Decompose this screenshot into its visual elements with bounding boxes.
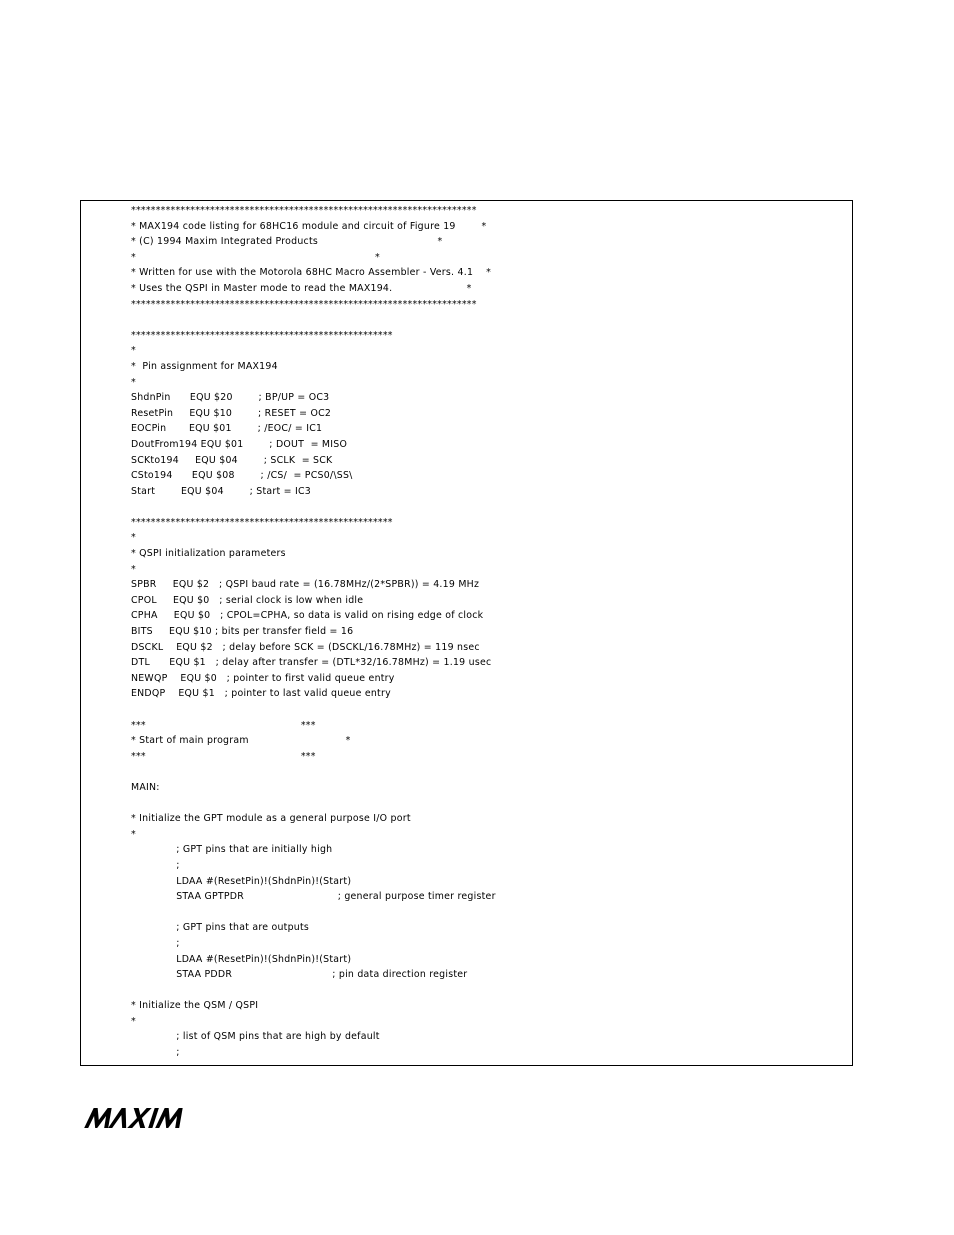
code-line: * — [131, 532, 136, 544]
code-line: CPHA EQU $0 ; CPOL=CPHA, so data is valid on rising edge of clock — [131, 610, 484, 622]
code-line — [131, 905, 496, 921]
code-line — [131, 499, 496, 515]
code-line: ShdnPin EQU $20 ; BP/UP = OC3 — [131, 392, 330, 404]
code-line: *** *** — [131, 719, 316, 731]
code-line: ENDQP EQU $1 ; pointer to last valid queue entry — [131, 688, 391, 700]
code-listing — [131, 203, 496, 1061]
code-line: ; — [131, 1047, 180, 1059]
code-line: ; GPT pins that are initially high — [131, 844, 333, 856]
code-line: DTL EQU $1 ; delay after transfer = (DTL*32/16.78MHz) = 1.19 usec — [131, 657, 492, 669]
code-line: STAA GPTPDR ; general purpose timer register — [131, 891, 496, 903]
code-line: NEWQP EQU $0 ; pointer to first valid queue entry — [131, 672, 395, 684]
code-line: SCKto194 EQU $04 ; SCLK = SCK — [131, 454, 333, 466]
code-line: * QSPI initialization parameters — [131, 548, 286, 560]
code-line — [131, 702, 496, 718]
code-line: * Initialize the GPT module as a general purpose I/O port — [131, 813, 411, 825]
code-line: * * — [131, 251, 380, 263]
code-line: *** *** — [131, 750, 316, 762]
code-line: * Uses the QSPI in Master mode to read the MAX194. * — [131, 282, 472, 294]
code-line: ********************************************************************** — [131, 298, 477, 310]
code-line — [131, 796, 496, 812]
code-line: * Pin assignment for MAX194 — [131, 360, 278, 372]
code-line: * — [131, 1015, 136, 1027]
code-line: * — [131, 376, 136, 388]
code-line: CSto194 EQU $08 ; /CS/ = PCS0/\SS\ — [131, 470, 353, 482]
code-line: DSCKL EQU $2 ; delay before SCK = (DSCKL/16.78MHz) = 119 nsec — [131, 641, 480, 653]
code-line: ; GPT pins that are outputs — [131, 922, 310, 934]
code-line: Start EQU $04 ; Start = IC3 — [131, 485, 312, 497]
code-line: MAIN: — [131, 781, 160, 793]
maxim-logo — [84, 1107, 194, 1129]
code-line: * Written for use with the Motorola 68HC Macro Assembler - Vers. 4.1 * — [131, 267, 492, 279]
code-line: LDAA #(ResetPin)!(ShdnPin)!(Start) — [131, 953, 352, 965]
code-line: * (C) 1994 Maxim Integrated Products * — [131, 236, 443, 248]
code-line: * — [131, 563, 136, 575]
code-line: LDAA #(ResetPin)!(ShdnPin)!(Start) — [131, 875, 352, 887]
code-line — [131, 312, 496, 328]
code-line — [131, 983, 496, 999]
code-line: ResetPin EQU $10 ; RESET = OC2 — [131, 407, 332, 419]
code-line: STAA PDDR ; pin data direction register — [131, 969, 468, 981]
code-line: ; list of QSM pins that are high by default — [131, 1031, 380, 1043]
code-line: * Initialize the QSM / QSPI — [131, 1000, 259, 1012]
code-line: ***************************************************** — [131, 329, 393, 341]
code-line: ; — [131, 937, 180, 949]
code-line: ; — [131, 859, 180, 871]
code-line: BITS EQU $10 ; bits per transfer field = 16 — [131, 626, 354, 638]
code-line: * — [131, 345, 136, 357]
code-line — [131, 764, 496, 780]
code-line: * MAX194 code listing for 68HC16 module and circuit of Figure 19 * — [131, 220, 487, 232]
code-listing-box — [80, 200, 853, 1066]
code-line: SPBR EQU $2 ; QSPI baud rate = (16.78MHz/(2*SPBR)) = 4.19 MHz — [131, 579, 480, 591]
code-line: * — [131, 828, 136, 840]
code-line: DoutFrom194 EQU $01 ; DOUT = MISO — [131, 438, 348, 450]
code-line: ***************************************************** — [131, 516, 393, 528]
code-line: EOCPin EQU $01 ; /EOC/ = IC1 — [131, 423, 323, 435]
code-line: CPOL EQU $0 ; serial clock is low when idle — [131, 594, 364, 606]
code-line: ********************************************************************** — [131, 205, 477, 216]
code-line: * Start of main program * — [131, 735, 351, 747]
